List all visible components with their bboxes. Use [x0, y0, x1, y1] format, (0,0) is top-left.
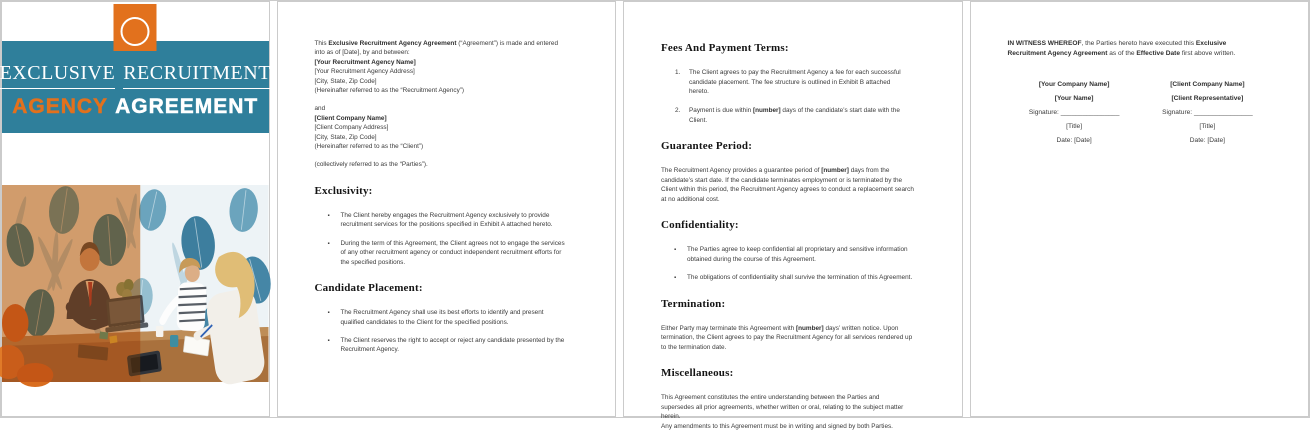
miscellaneous-paragraph-1: This Agreement constitutes the entire understanding between the Parties and supersedes all prior agreements, whether written or oral, relating to the subject matter herein. — [661, 394, 904, 421]
office-meeting-photo — [2, 185, 269, 382]
client-block — [315, 114, 582, 152]
client-address-line: [Client Company Address] — [314, 124, 389, 132]
cover-title-word1: EXCLUSIVE — [0, 62, 115, 89]
signature-row — [1008, 80, 1275, 150]
bullet-icon — [328, 211, 334, 230]
your-signature-line: Signature: ________________ — [1028, 108, 1120, 116]
bullet-icon — [328, 239, 334, 267]
heading-termination: Termination: — [661, 297, 726, 310]
client-title-line: [Title] — [1199, 122, 1216, 130]
signature-block-your-company — [1008, 80, 1141, 150]
cover-subtitle-accent: AGENCY — [12, 95, 109, 118]
heading-guarantee: Guarantee Period: — [661, 140, 753, 153]
agency-note-line: (Hereinafter referred to as the “Recruitment Agency”) — [314, 87, 465, 95]
cover-title-banner — [2, 41, 269, 133]
your-title-line: [Title] — [1066, 122, 1083, 130]
your-company-name-line: [Your Company Name] — [1038, 80, 1110, 88]
bullet-icon — [674, 245, 680, 264]
heading-fees: Fees And Payment Terms: — [661, 42, 789, 54]
list-item: 2. Payment is due within [number] days of the candidate’s start date with the Client. — [675, 107, 900, 124]
page-1-cover — [1, 1, 270, 417]
page-3-fees-terms — [623, 1, 963, 430]
collectively-line: (collectively referred to as the “Parties”). — [314, 161, 428, 169]
termination-paragraph: Either Party may terminate this Agreement with [number] days’ written notice. Upon termination, the Client agrees to pay the Recruitment Agency for all services rendered up to the termination date. — [661, 324, 913, 351]
client-name-line: [Client Company Name] — [314, 114, 387, 122]
agency-block — [315, 58, 582, 96]
list-item: ▪ The obligations of confidentiality shall survive the termination of this Agreement. — [674, 273, 928, 283]
intro-paragraph: This Exclusive Recruitment Agency Agreement (“Agreement”) is made and entered into as of [Date], by and between: — [314, 40, 559, 57]
client-date-line: Date: [Date] — [1189, 136, 1225, 144]
miscellaneous-paragraph-2: Any amendments to this Agreement must be in writing and signed by both Parties. — [661, 422, 893, 430]
heading-confidentiality: Confidentiality: — [661, 218, 739, 231]
heading-exclusivity: Exclusivity: — [314, 184, 373, 197]
client-signature-line: Signature: ________________ — [1162, 108, 1253, 116]
client-company-name-line: [Client Company Name] — [1170, 80, 1245, 88]
bullet-icon — [328, 336, 334, 355]
list-item: ▪ The Parties agree to keep confidential all proprietary and sensitive information obtained during the course of this Agreement. — [674, 245, 928, 264]
page-4-signatures — [970, 1, 1310, 417]
heading-miscellaneous: Miscellaneous: — [661, 367, 734, 380]
witness-paragraph: IN WITNESS WHEREOF, the Parties hereto have executed this Exclusive Recruitment Agency Agreement as of the Effective Date first above written. — [1007, 40, 1236, 57]
bullet-icon — [674, 273, 680, 283]
your-name-line: [Your Name] — [1054, 94, 1094, 102]
client-city-line: [City, State, Zip Code] — [314, 133, 377, 141]
cover-title-word2: RECRUITMENT — [123, 62, 271, 89]
cover-title-line2 — [12, 95, 258, 119]
list-item: 1. The Client agrees to pay the Recruitment Agency a fee for each successful candidate placement. The fee structure is outlined in Exhibit B attached hereto. — [675, 69, 901, 95]
signature-block-client-company — [1141, 80, 1274, 150]
heading-candidate-placement: Candidate Placement: — [314, 282, 423, 295]
list-item: ▪ The Client hereby engages the Recruitment Agency exclusively to provide recruitment services for the positions specified in Exhibit A attached hereto. — [328, 211, 582, 230]
cover-title-line1 — [0, 62, 275, 89]
agency-name-line: [Your Recruitment Agency Name] — [314, 58, 416, 66]
page-2-parties-terms — [277, 1, 617, 417]
cover-subtitle-rest: AGREEMENT — [115, 95, 259, 118]
guarantee-paragraph: The Recruitment Agency provides a guarantee period of [number] days from the candidate’s start date. If the candidate terminates employment or is terminated by the Client within this period, the Recruitment Agency agrees to conduct a replacement search at no additional cost. — [661, 167, 914, 203]
agency-address-line: [Your Recruitment Agency Address] — [314, 68, 415, 76]
list-item: ▪ The Client reserves the right to accept or reject any candidate presented by the Recruitment Agency. — [328, 336, 582, 355]
connector-line: and — [314, 105, 326, 113]
list-item: ▪ The Recruitment Agency shall use its best efforts to identify and present qualified candidates to the Client for the specified positions. — [328, 308, 582, 327]
bullet-icon — [328, 308, 334, 327]
cover-photo — [2, 185, 269, 382]
list-item: ▪ During the term of this Agreement, the Client agrees not to engage the services of any other recruitment agency or conduct independent recruitment efforts for the specified positions. — [328, 239, 582, 267]
client-note-line: (Hereinafter referred to as the “Client”) — [314, 143, 424, 151]
photo-orange-overlay — [2, 185, 140, 382]
circle-logo-icon — [121, 17, 150, 46]
client-representative-line: [Client Representative] — [1171, 94, 1244, 102]
your-date-line: Date: [Date] — [1056, 136, 1092, 144]
agency-city-line: [City, State, Zip Code] — [314, 77, 377, 85]
logo-mark — [114, 4, 157, 51]
